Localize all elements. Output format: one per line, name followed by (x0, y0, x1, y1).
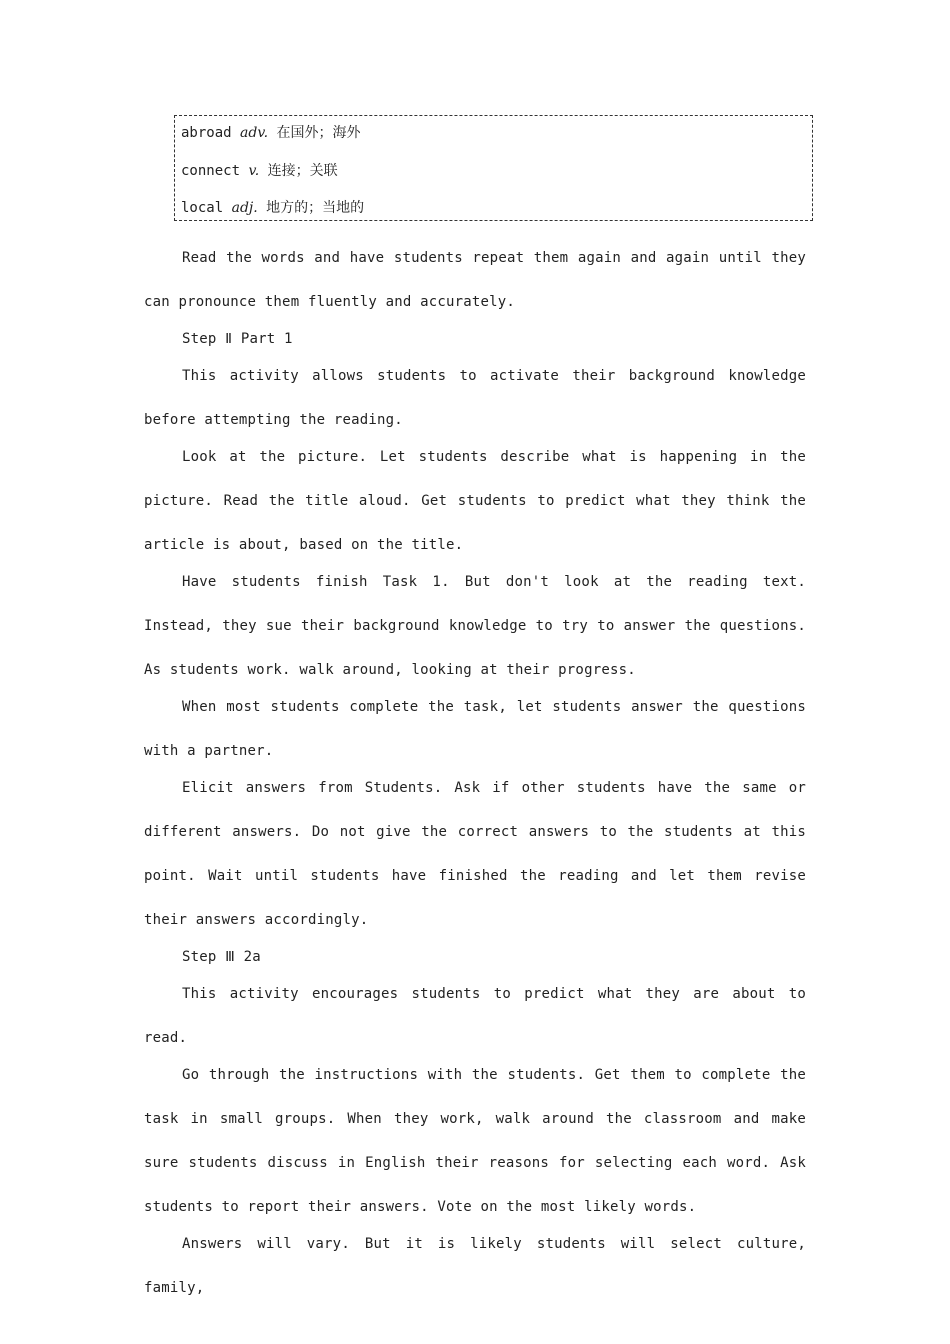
lesson-body (144, 236, 806, 1310)
vocab-entry-abroad (181, 123, 360, 143)
paragraph-look-picture: Look at the picture. Let students describe what is happening in the picture. Read the title aloud. Get students to predict what they think the article is about, based on the title. (144, 449, 806, 553)
vocab-meaning: 连接；关联 (267, 163, 338, 179)
paragraph-repeat-words: Read the words and have students repeat them again and again until they can pronounce them fluently and accurately. (144, 250, 806, 310)
paragraph-task-1: Have students finish Task 1. But don't look at the reading text. Instead, they sue their background knowledge to try to answer the questions. As students work. walk around, looking at their progress. (144, 574, 806, 678)
vocab-entry-local (181, 198, 364, 218)
vocabulary-box (174, 115, 813, 221)
paragraph-instructions: Go through the instructions with the students. Get them to complete the task in small groups. When they work, walk around the classroom and make sure students discuss in English their reasons for selecting each word. Ask students to report their answers. Vote on the most likely words. (144, 1067, 806, 1215)
vocab-word: connect (181, 163, 241, 179)
vocab-entry-connect (181, 161, 338, 181)
vocab-meaning: 在国外；海外 (276, 125, 361, 141)
vocab-pos: adv. (240, 125, 269, 141)
vocab-word: abroad (181, 125, 232, 141)
step-heading-3: Step Ⅲ 2a (182, 949, 261, 965)
paragraph-answers-vary: Answers will vary. But it is likely students will select culture, family, (144, 1236, 806, 1296)
vocab-word: local (181, 200, 224, 216)
paragraph-predict: This activity encourages students to predict what they are about to read. (144, 986, 806, 1046)
step-heading-2: Step Ⅱ Part 1 (182, 331, 293, 347)
vocab-pos: v. (248, 163, 260, 179)
paragraph-elicit: Elicit answers from Students. Ask if other students have the same or different answers. Do not give the correct answers to the students at this point. Wait until students have finished the reading and let them revise their answers accordingly. (144, 780, 806, 928)
paragraph-activity-intro: This activity allows students to activate their background knowledge before attempting the reading. (144, 368, 806, 428)
vocab-meaning: 地方的；当地的 (266, 200, 365, 216)
vocab-pos: adj. (231, 200, 258, 216)
paragraph-partner: When most students complete the task, let students answer the questions with a partner. (144, 699, 806, 759)
